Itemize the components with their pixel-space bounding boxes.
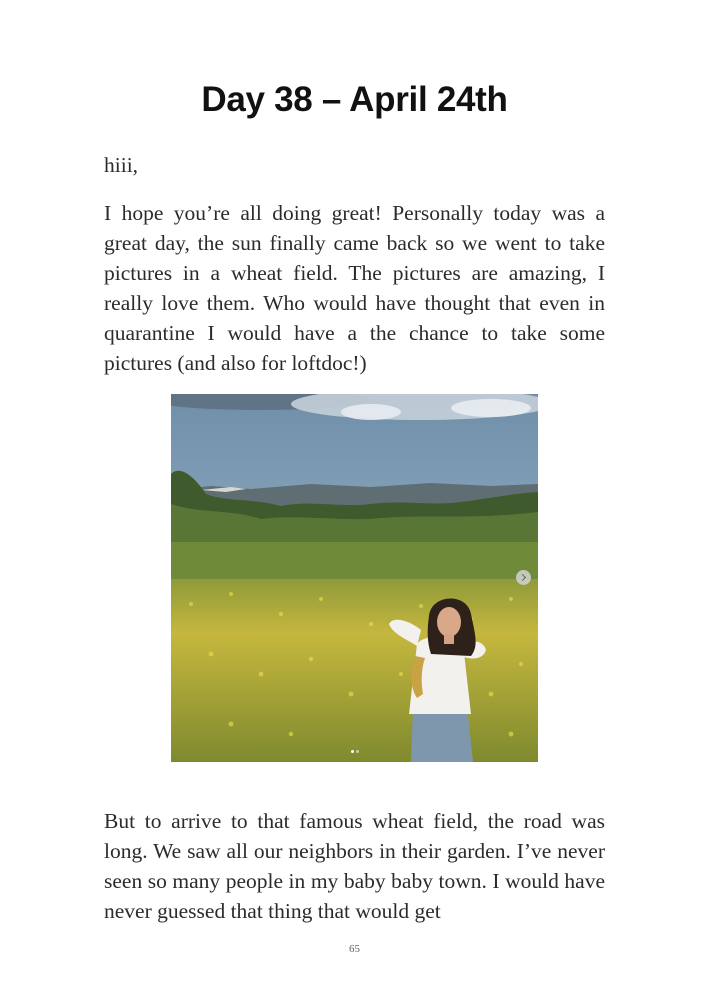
carousel-indicator bbox=[171, 750, 538, 753]
greeting: hiii, bbox=[104, 153, 139, 177]
paragraph: I hope you’re all doing great! Personally today was a great day, the sun finally came back so we went to take pictures in a wheat field. The pictures are amazing, I really love them. Who would have thought that even in quarantine I would have a the chance to take some pictures (and also for loftdoc!) bbox=[104, 201, 605, 375]
chevron-right-icon[interactable] bbox=[516, 570, 531, 585]
photo-carousel[interactable] bbox=[171, 394, 538, 762]
carousel-dot-active bbox=[351, 750, 354, 753]
page-title: Day 38 – April 24th bbox=[201, 80, 508, 119]
paragraph: But to arrive to that famous wheat field, the road was long. We saw all our neighbors in their garden. I’ve never seen so many people in my baby baby town. I would have never guessed that thing that would get bbox=[104, 809, 605, 923]
carousel-dot bbox=[356, 750, 359, 753]
page-number: 65 bbox=[349, 943, 360, 955]
wheat-field-photo bbox=[171, 394, 538, 762]
